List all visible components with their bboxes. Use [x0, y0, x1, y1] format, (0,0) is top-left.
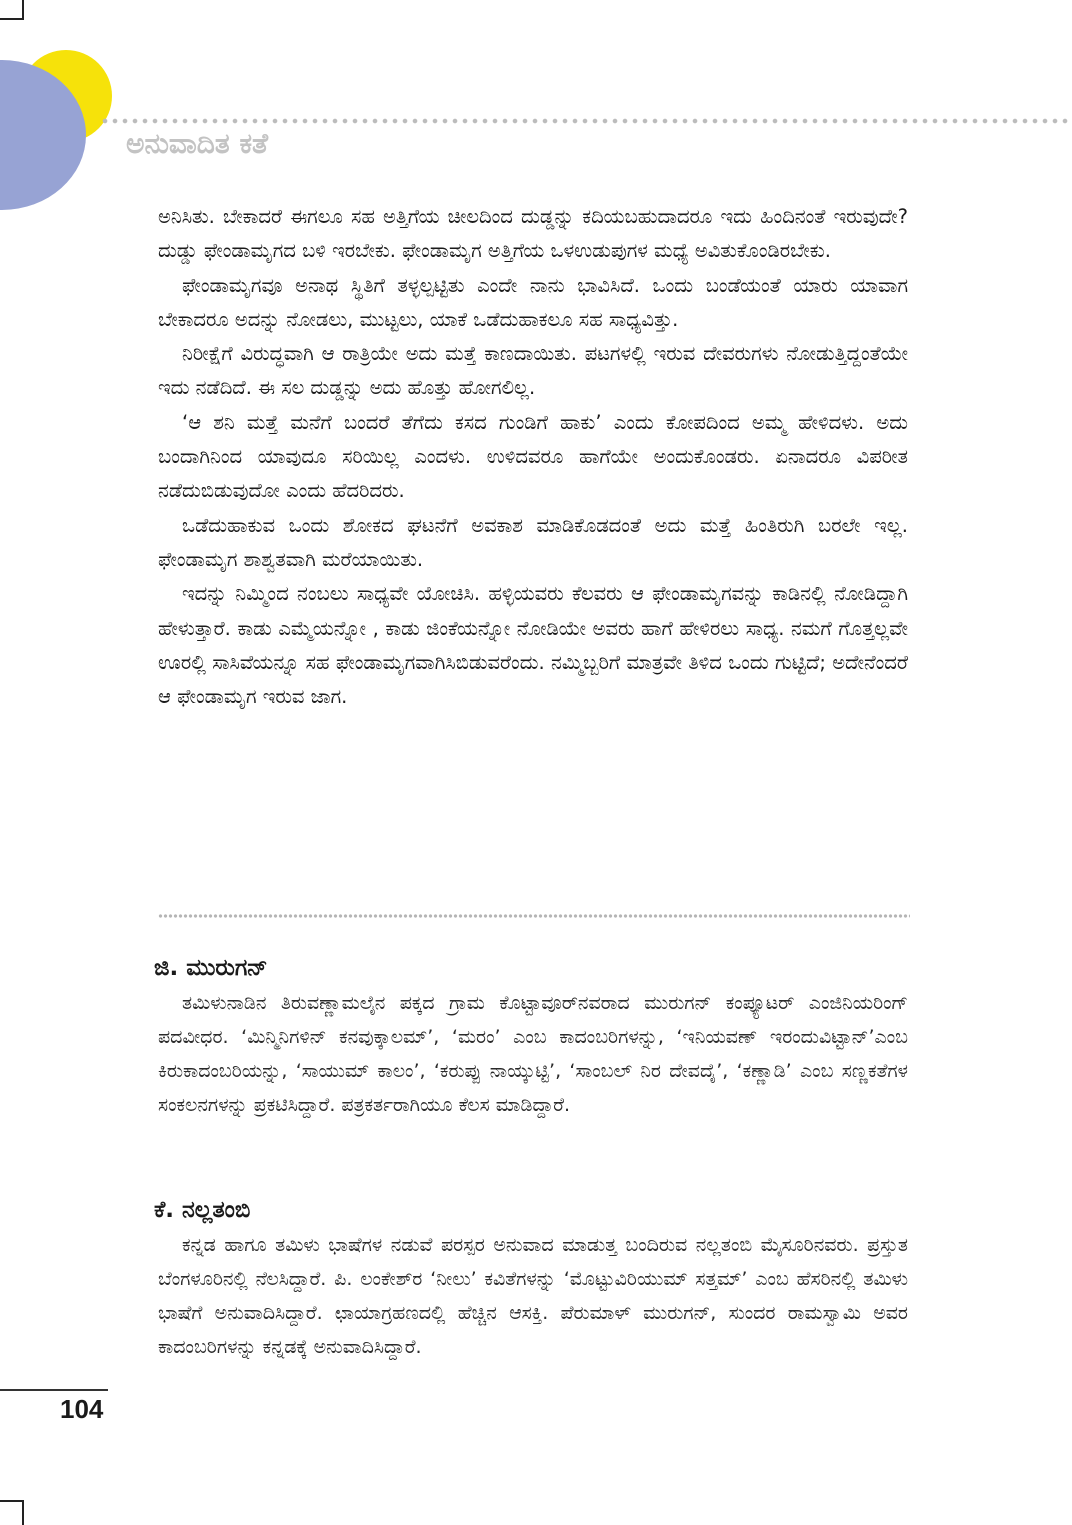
- story-paragraph: ನಿರೀಕ್ಷೆಗೆ ವಿರುದ್ಧವಾಗಿ ಆ ರಾತ್ರಿಯೇ ಅದು ಮತ್ತೆ ಕಾಣದಾಯಿತು. ಪಟಗಳಲ್ಲಿ ಇರುವ ದೇವರುಗಳು ನೋಡುತ್ತಿದ್ದಂತೆಯೇ ಇದು ನಡೆದಿದೆ. ಈ ಸಲ ದುಡ್ಡನ್ನು ಅದು ಹೊತ್ತು ಹೋಗಲಿಲ್ಲ.: [158, 342, 908, 400]
- crop-mark-bottom-vertical: [22, 1500, 24, 1525]
- story-paragraph: ಅನಿಸಿತು. ಬೇಕಾದರೆ ಈಗಲೂ ಸಹ ಅತ್ತಿಗೆಯ ಚೀಲದಿಂದ ದುಡ್ಡನ್ನು ಕದಿಯಬಹುದಾದರೂ ಇದು ಹಿಂದಿನಂತೆ ಇರುವುದೇ? ದುಡ್ಡು ಫೇಂಡಾಮೃಗದ ಬಳಿ ಇರಬೇಕು. ಫೇಂಡಾಮೃಗ ಅತ್ತಿಗೆಯ ಒಳಉಡುಪುಗಳ ಮಧ್ಯೆ ಅವಿತುಕೊಂಡಿರಬೇಕು.: [158, 205, 908, 263]
- story-paragraph: ಒಡೆದುಹಾಕುವ ಒಂದು ಶೋಕದ ಘಟನೆಗೆ ಅವಕಾಶ ಮಾಡಿಕೊಡದಂತೆ ಅದು ಮತ್ತೆ ಹಿಂತಿರುಗಿ ಬರಲೇ ಇಲ್ಲ. ಫೇಂಡಾಮೃಗ ಶಾಶ್ವತವಾಗಿ ಮರೆಯಾಯಿತು.: [158, 513, 908, 571]
- author-name: ಜಿ. ಮುರುಗನ್: [154, 955, 268, 981]
- author-name: ಕೆ. ನಲ್ಲತಂಬಿ: [154, 1197, 251, 1223]
- crop-mark-bottom-horizontal: [0, 1500, 24, 1502]
- author-bio-text: ತಮಿಳುನಾಡಿನ ತಿರುವಣ್ಣಾಮಲೈನ ಪಕ್ಕದ ಗ್ರಾಮ ಕೊಟ್ಟಾವೂರ್‌ನವರಾದ ಮುರುಗನ್ ಕಂಪ್ಯೂಟರ್ ಎಂಜಿನಿಯರಿಂಗ್ ಪದವೀಧರ. ‘ಮಿನ್ಮಿನಿಗಳಿನ್ ಕನವುಕ್ಕಾಲಮ್’, ‘ಮರಂ’ ಎಂಬ ಕಾದಂಬರಿಗಳನ್ನು, ‘ಇನಿಯವಣ್ ಇರಂದುವಿಟ್ಟಾನ್’ಎಂಬ ಕಿರುಕಾದಂಬರಿಯನ್ನು, ‘ಸಾಯುಮ್ ಕಾಲಂ’, ‘ಕರುಪ್ಪು ನಾಯ್ಕುಟ್ಟಿ’, ‘ಸಾಂಬಲ್ ನಿರ ದೇವದೈ’, ‘ಕಣ್ಣಾಡಿ’ ಎಂಬ ಸಣ್ಣಕತೆಗಳ ಸಂಕಲನಗಳನ್ನು ಪ್ರಕಟಿಸಿದ್ದಾರೆ. ಪತ್ರಕರ್ತರಾಗಿಯೂ ಕೆಲಸ ಮಾಡಿದ್ದಾರೆ.: [158, 992, 908, 1116]
- story-paragraph: ಇದನ್ನು ನಿಮ್ಮಿಂದ ನಂಬಲು ಸಾಧ್ಯವೇ ಯೋಚಿಸಿ. ಹಳ್ಳಿಯವರು ಕೆಲವರು ಆ ಫೇಂಡಾಮೃಗವನ್ನು ಕಾಡಿನಲ್ಲಿ ನೋಡಿದ್ದಾಗಿ ಹೇಳುತ್ತಾರೆ. ಕಾಡು ಎಮ್ಮೆಯನ್ನೋ , ಕಾಡು ಜಿಂಕೆಯನ್ನೋ ನೋಡಿಯೇ ಅವರು ಹಾಗೆ ಹೇಳಿರಲು ಸಾಧ್ಯ. ನಮಗೆ ಗೊತ್ತಲ್ಲವೇ ಊರಲ್ಲಿ ಸಾಸಿವೆಯನ್ನೂ ಸಹ ಫೇಂಡಾಮೃಗವಾಗಿಸಿಬಿಡುವರೆಂದು. ನಮ್ಮಿಬ್ಬರಿಗೆ ಮಾತ್ರವೇ ತಿಳಿದ ಒಂದು ಗುಟ್ಟಿದೆ; ಅದೇನೆಂದರೆ ಆ ಫೇಂಡಾಮೃಗ ಇರುವ ಜಾಗ.: [158, 582, 908, 709]
- crop-mark-top-horizontal: [0, 18, 24, 20]
- author-bio-nallathambi: [154, 1192, 908, 1364]
- story-paragraph: ‘ಆ ಶನಿ ಮತ್ತೆ ಮನೆಗೆ ಬಂದರೆ ತೆಗೆದು ಕಸದ ಗುಂಡಿಗೆ ಹಾಕು’ ಎಂದು ಕೋಪದಿಂದ ಅಮ್ಮ ಹೇಳಿದಳು. ಅದು ಬಂದಾಗಿನಿಂದ ಯಾವುದೂ ಸರಿಯಿಲ್ಲ ಎಂದಳು. ಉಳಿದವರೂ ಹಾಗೆಯೇ ಅಂದುಕೊಂಡರು. ಏನಾದರೂ ವಿಪರೀತ ನಡೆದುಬಿಡುವುದೋ ಎಂದು ಹೆದರಿದರು.: [158, 410, 908, 503]
- dotted-section-divider: [158, 914, 910, 918]
- page-number-rule: [0, 1389, 108, 1391]
- author-bio-murugan: [154, 950, 908, 1122]
- page-number: 104: [60, 1394, 104, 1424]
- crop-mark-top-vertical: [22, 0, 24, 18]
- section-title: ಅನುವಾದಿತ ಕತೆ: [126, 127, 269, 160]
- story-paragraph: ಫೇಂಡಾಮೃಗವೂ ಅನಾಥ ಸ್ಥಿತಿಗೆ ತಳ್ಳಲ್ಪಟ್ಟಿತು ಎಂದೇ ನಾನು ಭಾವಿಸಿದೆ. ಒಂದು ಬಂಡೆಯಂತೆ ಯಾರು ಯಾವಾಗ ಬೇಕಾದರೂ ಅದನ್ನು ನೋಡಲು, ಮುಟ್ಟಲು, ಯಾಕೆ ಒಡೆದುಹಾಕಲೂ ಸಹ ಸಾಧ್ಯವಿತ್ತು.: [158, 273, 908, 331]
- story-body: [158, 200, 908, 714]
- author-bio-text: ಕನ್ನಡ ಹಾಗೂ ತಮಿಳು ಭಾಷೆಗಳ ನಡುವೆ ಪರಸ್ಪರ ಅನುವಾದ ಮಾಡುತ್ತ ಬಂದಿರುವ ನಲ್ಲತಂಬಿ ಮೈಸೂರಿನವರು. ಪ್ರಸ್ತುತ ಬೆಂಗಳೂರಿನಲ್ಲಿ ನೆಲಸಿದ್ದಾರೆ. ಪಿ. ಲಂಕೇಶ್‌ರ ‘ನೀಲು’ ಕವಿತೆಗಳನ್ನು ‘ಮೊಟ್ಟುವಿರಿಯುಮ್ ಸತ್ತಮ್’ ಎಂಬ ಹೆಸರಿನಲ್ಲಿ ತಮಿಳು ಭಾಷೆಗೆ ಅನುವಾದಿಸಿದ್ದಾರೆ. ಛಾಯಾಗ್ರಹಣದಲ್ಲಿ ಹೆಚ್ಚಿನ ಆಸಕ್ತಿ. ಪೆರುಮಾಳ್ ಮುರುಗನ್, ಸುಂದರ ರಾಮಸ್ವಾಮಿ ಅವರ ಕಾದಂಬರಿಗಳನ್ನು ಕನ್ನಡಕ್ಕೆ ಅನುವಾದಿಸಿದ್ದಾರೆ.: [158, 1234, 908, 1358]
